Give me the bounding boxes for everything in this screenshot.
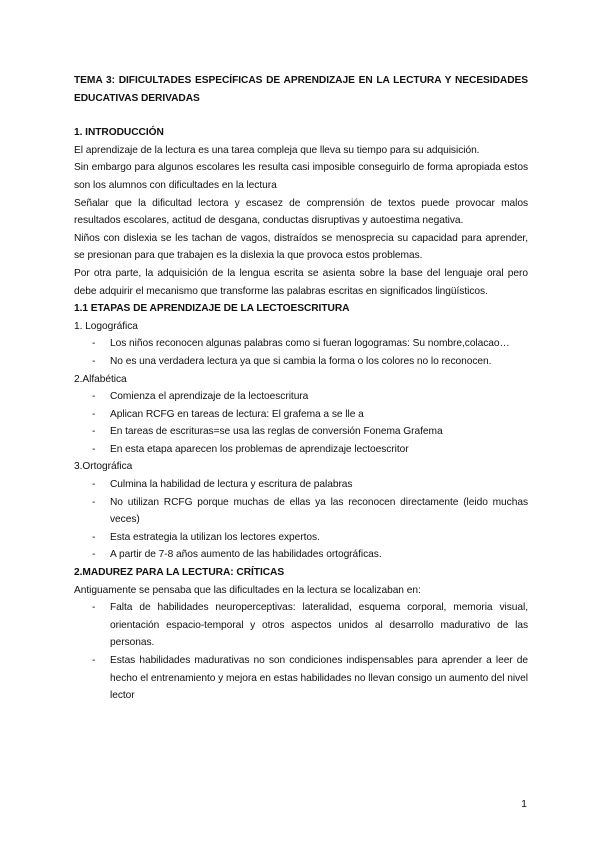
intro-paragraph-1: El aprendizaje de la lectura es una tarea compleja que lleva su tiempo para su adquisición. (74, 144, 480, 156)
list-item: - Comienza el aprendizaje de la lectoescritura (74, 388, 528, 406)
list-item: - A partir de 7-8 años aumento de las habilidades ortográficas. (74, 546, 528, 564)
intro-paragraph-3: Señalar que la dificultad lectora y escasez de comprensión de textos puede provocar malos resultados escolares, actitud de desgana, conductas disruptivas y autoestima negativa. (74, 197, 528, 227)
stage-list-logografica (74, 335, 528, 370)
list-item: - En tareas de escrituras=se usa las reglas de conversión Fonema Grafema (74, 423, 528, 441)
list-item: - Los niños reconocen algunas palabras como si fueran logogramas: Su nombre,colacao… (74, 335, 528, 353)
stage-list-alfabetica (74, 388, 528, 458)
stage-label-alfabetica: 2.Alfabética (74, 373, 127, 385)
stage-list-ortografica (74, 476, 528, 564)
list-item: - Culmina la habilidad de lectura y escritura de palabras (74, 476, 528, 494)
list-item: - Aplican RCFG en tareas de lectura: El grafema a se lle a (74, 406, 528, 424)
list-item: - Esta estrategia la utilizan los lectores expertos. (74, 529, 528, 547)
section-heading-madurez: 2.MADUREZ PARA LA LECTURA: CRÍTICAS (74, 567, 285, 579)
list-item: - Estas habilidades madurativas no son condiciones indispensables para aprender a leer de hecho el entrenamiento y mejora en estas habilidades no llevan consigo un aumento del nivel lector (74, 652, 528, 705)
madurez-intro: Antiguamente se pensaba que las dificultades en la lectura se localizaban en: (74, 584, 421, 596)
intro-paragraph-5: Por otra parte, la adquisición de la lengua escrita se asienta sobre la base del lenguaje oral pero debe adquirir el mecanismo que transforme las palabras escritas en significados lingüísticos. (74, 267, 528, 297)
stage-label-logografica: 1. Logográfica (74, 320, 138, 332)
list-item: - No utilizan RCFG porque muchas de ellas ya las reconocen directamente (leido muchas veces) (74, 494, 528, 529)
document-title: TEMA 3: DIFICULTADES ESPECÍFICAS DE APRENDIZAJE EN LA LECTURA Y NECESIDADES EDUCATIVAS DERIVADAS (74, 75, 528, 104)
list-item: - En esta etapa aparecen los problemas de aprendizaje lectoescritor (74, 441, 528, 459)
intro-paragraph-4: Niños con dislexia se les tachan de vagos, distraídos se menosprecia su capacidad para aprender, se presionan para que trabajen es la dislexia la que provoca estos problemas. (74, 232, 528, 262)
madurez-list (74, 599, 528, 705)
intro-paragraph-2: Sin embargo para algunos escolares les resulta casi imposible conseguirlo de forma apropiada estos son los alumnos con dificultades en la lectura (74, 162, 528, 191)
list-item: - No es una verdadera lectura ya que si cambia la forma o los colores no lo reconocen. (74, 353, 528, 371)
page-number: 1 (521, 798, 527, 810)
page-content (74, 72, 528, 705)
section-heading-etapas: 1.1 ETAPAS DE APRENDIZAJE DE LA LECTOESCRITURA (74, 303, 350, 315)
section-heading-introduccion: 1. INTRODUCCIÓN (74, 127, 164, 139)
stage-label-ortografica: 3.Ortográfica (74, 461, 133, 473)
list-item: - Falta de habilidades neuroperceptivas: lateralidad, esquema corporal, memoria visual, orientación espacio-temporal y otros aspectos unidos al desarrollo madurativo de las personas. (74, 599, 528, 652)
